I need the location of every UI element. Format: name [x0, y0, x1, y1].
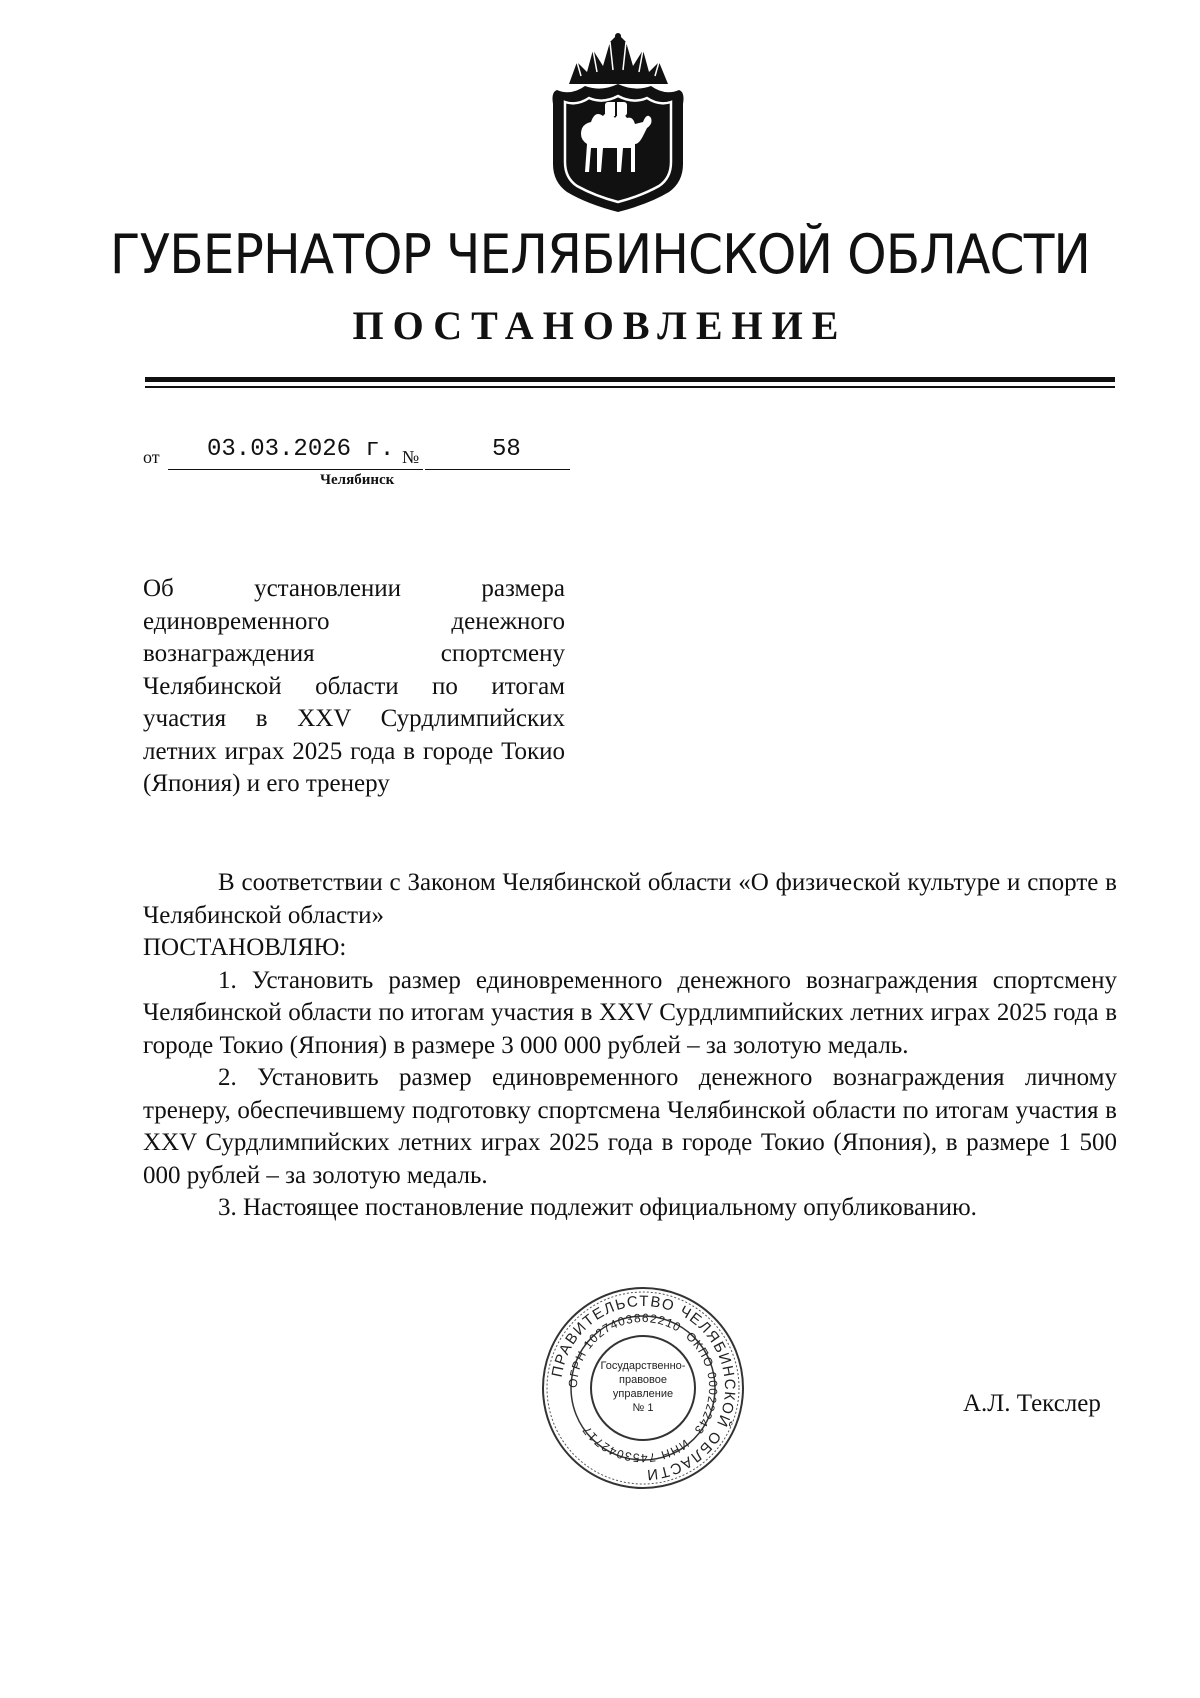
document-body	[143, 867, 1117, 1225]
stamp-inn: ИНН 7453042717	[579, 1422, 692, 1466]
official-stamp	[538, 1283, 748, 1493]
decree-word: ПОСТАНОВЛЯЮ:	[143, 934, 347, 961]
document-number: 58	[492, 436, 521, 463]
crown-icon	[569, 33, 668, 84]
decree-item-3: 3. Настоящее постановление подлежит официальному опубликованию.	[218, 1194, 977, 1221]
city-name: Челябинск	[320, 472, 395, 488]
document-subject: Об установлении размера единовременного денежного вознаграждения спортсмену Челябинской области по итогам участия в XXV Сурдлимпийских летних играх 2025 года в городе Токио (Япония) и его тренеру	[143, 575, 565, 797]
stamp-center-line-1: Государственно-	[600, 1360, 686, 1372]
stamp-ogrn: ОГРН 1027403862210	[565, 1310, 684, 1389]
document-date: 03.03.2026 г.	[207, 436, 395, 463]
stamp-center-line-4: № 1	[632, 1402, 654, 1414]
date-prefix-label: от	[143, 447, 160, 467]
stamp-outer-text: ПРАВИТЕЛЬСТВО ЧЕЛЯБИНСКОЙ ОБЛАСТИ	[548, 1292, 739, 1484]
date-underline	[168, 469, 423, 470]
stamp-center-line-3: управление	[612, 1388, 674, 1400]
coat-of-arms-emblem	[547, 32, 690, 217]
decree-item-2: 2. Установить размер единовременного денежного вознаграждения личному тренеру, обеспечившему подготовку спортсмена Челябинской области по итогам участия в XXV Сурдлимпийских летних играх 2025 года в городе Токио (Япония), в размере 1 500 000 рублей – за золотую медаль.	[143, 1064, 1117, 1189]
stamp-center-line-2: правовое	[619, 1374, 667, 1386]
header-divider-thin	[145, 386, 1115, 388]
decree-item-1: 1. Установить размер единовременного денежного вознаграждения спортсмену Челябинской области по итогам участия в XXV Сурдлимпийских летних играх 2025 года в городе Токио (Япония) в размере 3 000 000 рублей – за золотую медаль.	[143, 966, 1117, 1059]
number-label: №	[402, 447, 420, 467]
org-title: ГУБЕРНАТОР ЧЕЛЯБИНСКОЙ ОБЛАСТИ	[109, 223, 1091, 286]
signatory-name: А.Л. Текслер	[963, 1390, 1101, 1417]
number-underline	[425, 469, 570, 470]
document-type: ПОСТАНОВЛЕНИЕ	[352, 303, 848, 348]
stamp-okpo: ОКПО 00022243	[683, 1329, 721, 1438]
header-divider-thick	[145, 377, 1115, 382]
preamble-paragraph: В соответствии с Законом Челябинской области «О физической культуре и спорте в Челябинской области»	[143, 869, 1117, 929]
